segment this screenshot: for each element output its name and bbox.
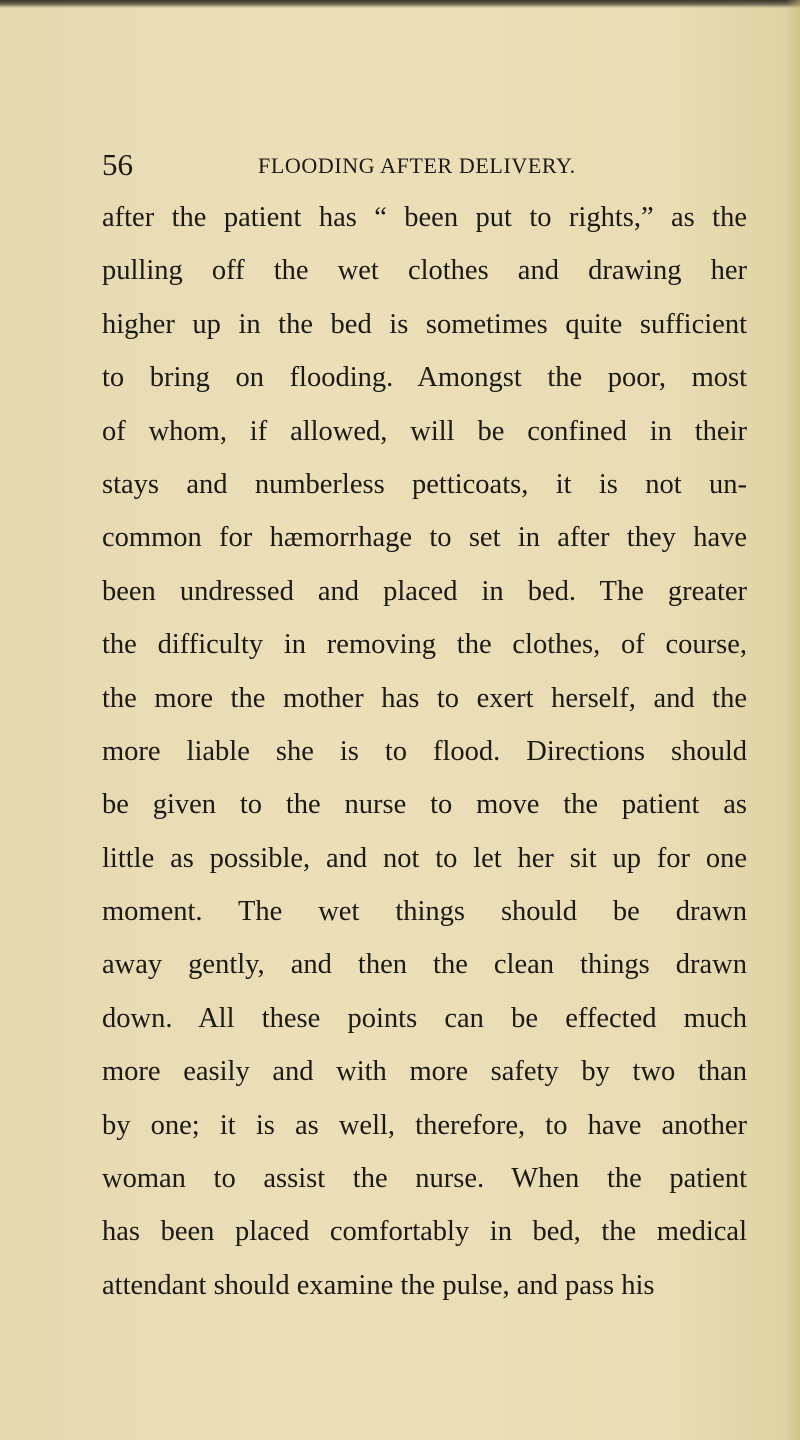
body-text: [102, 191, 747, 1312]
text-line: attendant should examine the pulse, and pass his: [102, 1269, 655, 1301]
text-line: common for hæmorrhage to set in after they have: [102, 522, 747, 554]
running-head-title: FLOODING AFTER DELIVERY.: [258, 153, 576, 178]
text-line: moment. The wet things should be drawn: [102, 896, 747, 928]
text-line: be given to the nurse to move the patient as: [102, 789, 747, 821]
text-line: higher up in the bed is sometimes quite sufficient: [102, 308, 747, 340]
text-line: of whom, if allowed, will be confined in their: [102, 415, 747, 447]
text-line: after the patient has “ been put to rights,” as the: [102, 202, 747, 233]
running-head: [102, 147, 702, 183]
text-line: more liable she is to flood. Directions should: [102, 735, 747, 767]
text-line: woman to assist the nurse. When the patient: [102, 1163, 747, 1195]
text-line: been undressed and placed in bed. The greater: [102, 575, 747, 607]
text-line: by one; it is as well, therefore, to have another: [102, 1109, 747, 1141]
page-number: 56: [102, 147, 133, 182]
text-line: pulling off the wet clothes and drawing her: [102, 255, 747, 287]
page-edge-shadow: [786, 0, 800, 1440]
page-top-edge: [0, 0, 800, 8]
text-line: little as possible, and not to let her sit up for one: [102, 842, 747, 874]
text-line: more easily and with more safety by two than: [102, 1056, 747, 1088]
text-line: the more the mother has to exert herself, and the: [102, 682, 747, 714]
text-line: down. All these points can be effected much: [102, 1002, 747, 1034]
text-line: stays and numberless petticoats, it is not un-: [102, 468, 747, 500]
text-line: has been placed comfortably in bed, the medical: [102, 1216, 747, 1248]
text-line: the difficulty in removing the clothes, of course,: [102, 629, 747, 661]
text-line: to bring on flooding. Amongst the poor, most: [102, 362, 747, 394]
text-line: away gently, and then the clean things drawn: [102, 949, 747, 981]
